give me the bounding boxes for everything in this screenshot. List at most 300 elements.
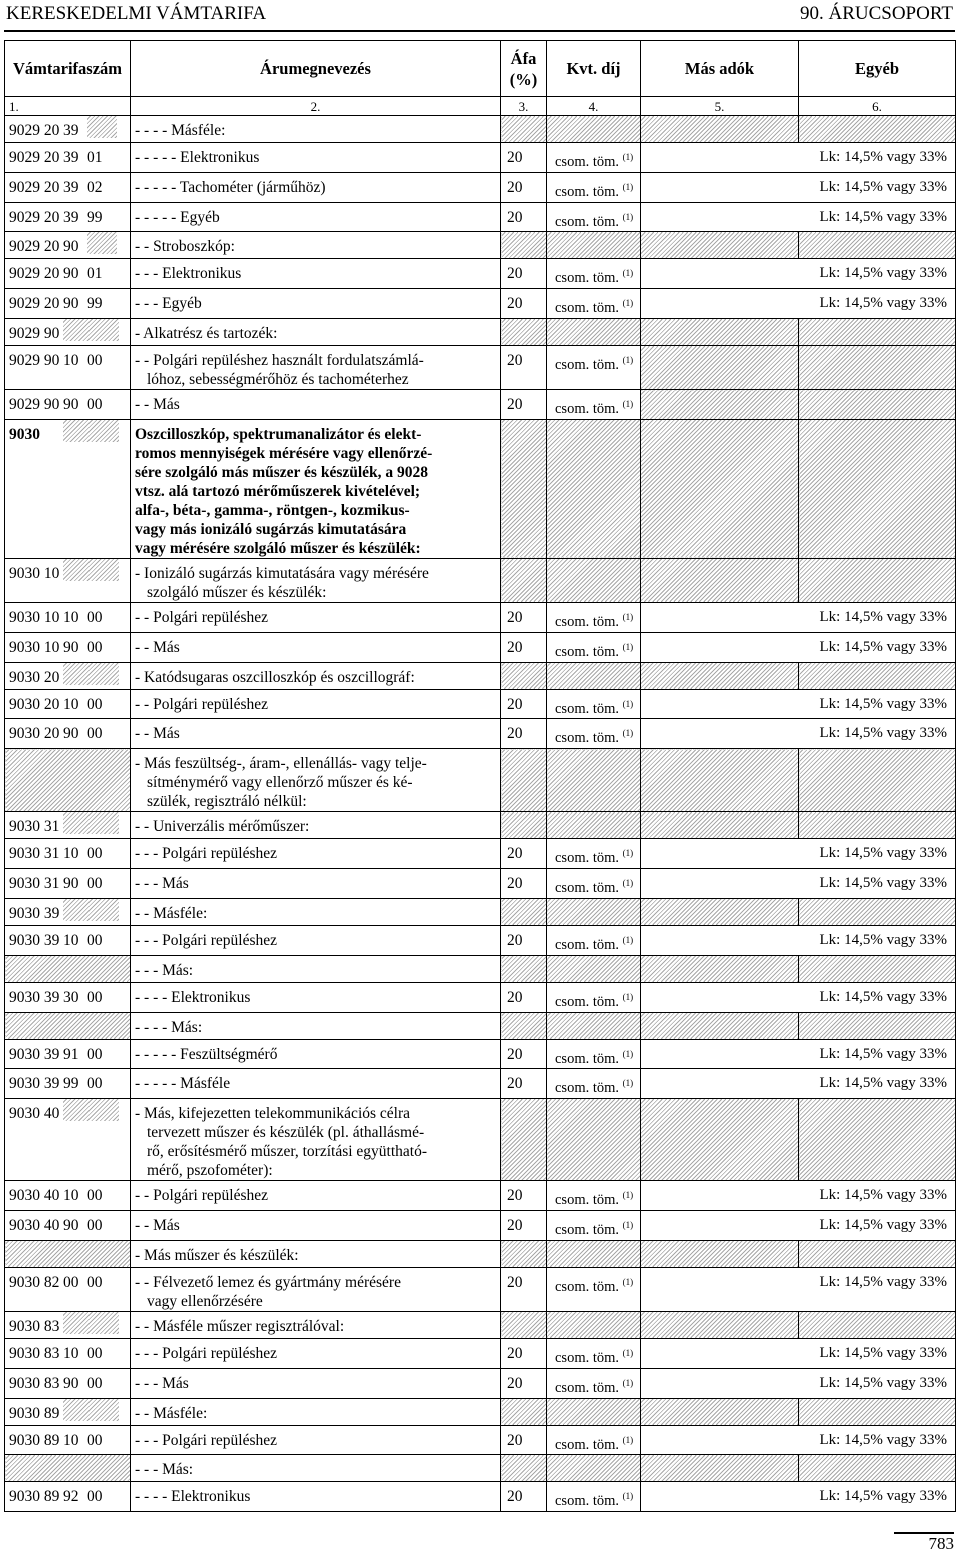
item-description — [131, 602, 501, 632]
code-part: 90 — [63, 238, 79, 256]
chapter-title: 90. ÁRUCSOPORT — [799, 3, 953, 24]
other-taxes — [641, 558, 799, 602]
footnote-mark: (1) — [622, 1276, 634, 1287]
code-part: 9030 39 — [9, 1045, 60, 1063]
code-part: 9030 39 — [9, 904, 60, 922]
code-part — [89, 1099, 119, 1121]
item-description — [131, 259, 501, 289]
tariff-code — [5, 689, 131, 719]
description-line: - - - - - Feszültségmérő — [135, 1045, 278, 1063]
description-line: - - - - - Tachométer (járműhöz) — [135, 178, 326, 196]
code-part: 9029 20 — [9, 295, 60, 313]
tariff-code — [5, 869, 131, 899]
kvt-text: csom. töm. — [555, 300, 620, 317]
other-charges — [799, 346, 956, 390]
vat-rate — [501, 1311, 547, 1338]
kvt-fee — [547, 1311, 641, 1338]
vat-rate: 20 — [501, 390, 547, 420]
kvt-fee — [547, 289, 641, 319]
code-part: 91 — [63, 1045, 79, 1063]
code-part: 90 — [63, 396, 79, 414]
other-taxes — [641, 259, 799, 289]
footnote-mark: (1) — [622, 1434, 634, 1445]
description-line: rő, erősítésmérő műszer, torzítási együttható- — [147, 1143, 428, 1161]
description-line: - - - - Másféle: — [135, 122, 226, 139]
item-description — [131, 390, 501, 420]
other-charges: Lk: 14,5% vagy 33% — [799, 839, 956, 869]
col-header-desc: Árumegnevezés — [131, 41, 501, 97]
kvt-text: csom. töm. — [555, 1436, 620, 1453]
vat-rate — [501, 955, 547, 982]
table-row — [5, 346, 956, 390]
table-row — [5, 390, 956, 420]
description-line: - - Más — [135, 725, 180, 743]
vat-rate — [501, 558, 547, 602]
code-part — [89, 1312, 119, 1334]
kvt-text: csom. töm. — [555, 643, 620, 660]
kvt-text: csom. töm. — [555, 993, 620, 1010]
code-part: 39 — [63, 178, 79, 196]
tariff-code — [5, 1425, 131, 1455]
footnote-mark: (1) — [622, 355, 634, 366]
vat-rate: 20 — [501, 925, 547, 955]
other-charges: Lk: 14,5% vagy 33% — [799, 1368, 956, 1398]
description-line: - - Más — [135, 1217, 180, 1235]
other-charges — [799, 749, 956, 812]
kvt-fee — [547, 1039, 641, 1069]
vat-rate — [501, 662, 547, 689]
kvt-fee — [547, 390, 641, 420]
code-part — [87, 232, 117, 254]
code-part: 00 — [87, 1431, 103, 1449]
description-line: - - - Elektronikus — [135, 265, 242, 283]
tariff-code — [5, 1368, 131, 1398]
vat-rate: 20 — [501, 143, 547, 173]
item-description — [131, 689, 501, 719]
vat-rate — [501, 749, 547, 812]
kvt-fee — [547, 632, 641, 662]
code-part — [63, 899, 89, 921]
description-line: szolgáló műszer és készülék: — [147, 583, 327, 601]
code-part — [89, 812, 119, 834]
description-line: - - - - - Egyéb — [135, 208, 220, 226]
other-taxes — [641, 419, 799, 558]
other-charges: Lk: 14,5% vagy 33% — [799, 602, 956, 632]
tariff-code — [5, 749, 131, 812]
tariff-code — [5, 1240, 131, 1267]
code-part: 9030 89 — [9, 1431, 60, 1449]
other-charges: Lk: 14,5% vagy 33% — [799, 1181, 956, 1211]
vat-rate: 20 — [501, 346, 547, 390]
description-line: - - Univerzális mérőműszer: — [135, 818, 310, 836]
code-part: 90 — [63, 875, 79, 893]
other-taxes — [641, 1069, 799, 1099]
code-part: 9030 40 — [9, 1187, 60, 1205]
code-part — [89, 319, 119, 341]
item-description — [131, 319, 501, 346]
description-line: vagy mérésére szolgáló műszer és készülék: — [135, 539, 421, 557]
item-description — [131, 749, 501, 812]
other-taxes — [641, 602, 799, 632]
tariff-code — [5, 925, 131, 955]
other-taxes — [641, 346, 799, 390]
description-line: - - - - Elektronikus — [135, 1488, 251, 1506]
kvt-fee — [547, 719, 641, 749]
code-part: 00 — [87, 1488, 103, 1506]
footnote-mark: (1) — [622, 268, 634, 279]
other-charges: Lk: 14,5% vagy 33% — [799, 172, 956, 202]
tariff-code — [5, 232, 131, 259]
kvt-text: csom. töm. — [555, 1080, 620, 1097]
other-charges — [799, 955, 956, 982]
vat-rate — [501, 898, 547, 925]
vat-rate: 20 — [501, 202, 547, 232]
footnote-mark: (1) — [622, 878, 634, 889]
footnote-mark: (1) — [622, 848, 634, 859]
item-description — [131, 1181, 501, 1211]
kvt-fee — [547, 1211, 641, 1241]
code-part: 00 — [87, 931, 103, 949]
code-part — [63, 319, 89, 341]
tariff-code — [5, 1398, 131, 1425]
vat-rate: 20 — [501, 689, 547, 719]
description-line: - - Stroboszkóp: — [135, 238, 235, 256]
kvt-text: csom. töm. — [555, 879, 620, 896]
table-row — [5, 419, 956, 558]
tariff-code — [5, 1181, 131, 1211]
col-number: 6. — [799, 97, 956, 116]
code-part: 9029 90 — [9, 325, 60, 343]
kvt-text: csom. töm. — [555, 850, 620, 867]
other-charges: Lk: 14,5% vagy 33% — [799, 1267, 956, 1311]
table-row — [5, 1425, 956, 1455]
vat-rate: 20 — [501, 602, 547, 632]
kvt-fee — [547, 1240, 641, 1267]
item-description — [131, 1311, 501, 1338]
other-charges — [799, 1099, 956, 1181]
code-part: 30 — [63, 988, 79, 1006]
item-description — [131, 898, 501, 925]
other-taxes — [641, 1240, 799, 1267]
footnote-mark: (1) — [622, 181, 634, 192]
item-description — [131, 1069, 501, 1099]
other-taxes — [641, 1099, 799, 1181]
description-line: - - - Polgári repüléshez — [135, 1431, 278, 1449]
footnote-mark: (1) — [622, 1048, 634, 1059]
other-taxes — [641, 319, 799, 346]
kvt-fee — [547, 1482, 641, 1512]
item-description — [131, 1398, 501, 1425]
description-line: - - - Más — [135, 1374, 189, 1392]
kvt-fee — [547, 419, 641, 558]
vat-rate: 20 — [501, 289, 547, 319]
vat-rate: 20 — [501, 1425, 547, 1455]
other-taxes — [641, 812, 799, 839]
description-line: - - Másféle műszer regisztrálóval: — [135, 1317, 345, 1335]
vat-rate: 20 — [501, 1368, 547, 1398]
code-part: 9030 40 — [9, 1105, 60, 1123]
description-line: szülék, regisztráló nélkül: — [147, 793, 307, 811]
other-taxes — [641, 898, 799, 925]
page-number: 783 — [894, 1532, 954, 1554]
tariff-code — [5, 1482, 131, 1512]
code-part: 9030 89 — [9, 1404, 60, 1422]
code-part: 9029 20 — [9, 208, 60, 226]
col-header-other: Egyéb — [799, 41, 956, 97]
kvt-text: csom. töm. — [555, 1349, 620, 1366]
table-row — [5, 689, 956, 719]
tariff-code — [5, 319, 131, 346]
tariff-code — [5, 1069, 131, 1099]
vat-rate: 20 — [501, 259, 547, 289]
code-part: 00 — [87, 725, 103, 743]
tariff-code — [5, 172, 131, 202]
tariff-code — [5, 602, 131, 632]
other-charges — [799, 898, 956, 925]
footnote-mark: (1) — [622, 611, 634, 622]
table-row — [5, 1368, 956, 1398]
code-part: 9029 20 — [9, 238, 60, 256]
description-line: vtsz. alá tartozó mérőműszerek kivételével; — [135, 482, 421, 500]
code-part: 99 — [63, 1075, 79, 1093]
description-line: - - Félvezető lemez és gyártmány mérésére — [135, 1273, 401, 1291]
description-line: - - - Polgári repüléshez — [135, 931, 278, 949]
code-part: 9029 20 — [9, 149, 60, 166]
kvt-text: csom. töm. — [555, 400, 620, 417]
other-charges: Lk: 14,5% vagy 33% — [799, 289, 956, 319]
other-taxes — [641, 232, 799, 259]
description-line: - - Polgári repüléshez — [135, 608, 268, 626]
other-charges — [799, 812, 956, 839]
description-line: - - Polgári repüléshez — [135, 695, 268, 713]
code-part: 9030 40 — [9, 1217, 60, 1235]
col-number: 4. — [547, 97, 641, 116]
vat-rate: 20 — [501, 982, 547, 1012]
other-charges: Lk: 14,5% vagy 33% — [799, 869, 956, 899]
code-part: 9030 39 — [9, 931, 60, 949]
description-line: - Más feszültség-, áram-, ellenállás- vagy telje- — [135, 755, 427, 773]
tariff-table — [4, 40, 956, 1512]
code-part: 00 — [87, 608, 103, 626]
table-row — [5, 232, 956, 259]
other-charges: Lk: 14,5% vagy 33% — [799, 143, 956, 173]
footnote-mark: (1) — [622, 641, 634, 652]
vat-rate: 20 — [501, 1267, 547, 1311]
code-part: 00 — [87, 875, 103, 893]
table-row — [5, 259, 956, 289]
code-part — [63, 663, 89, 685]
code-part: 90 — [63, 1217, 79, 1235]
footnote-mark: (1) — [622, 1078, 634, 1089]
code-part: 01 — [87, 149, 103, 166]
table-row — [5, 982, 956, 1012]
table-row — [5, 1338, 956, 1368]
item-description — [131, 232, 501, 259]
other-charges: Lk: 14,5% vagy 33% — [799, 1069, 956, 1099]
col-header-vat: Áfa (%) — [501, 41, 547, 97]
table-row — [5, 143, 956, 173]
other-charges: Lk: 14,5% vagy 33% — [799, 259, 956, 289]
other-charges — [799, 1398, 956, 1425]
other-taxes — [641, 632, 799, 662]
kvt-fee — [547, 602, 641, 632]
item-description — [131, 1455, 501, 1482]
other-charges — [799, 390, 956, 420]
vat-rate — [501, 1398, 547, 1425]
footnote-mark: (1) — [622, 211, 634, 222]
item-description — [131, 632, 501, 662]
item-description — [131, 419, 501, 558]
footnote-mark: (1) — [622, 152, 634, 162]
tariff-code — [5, 346, 131, 390]
code-part: 90 — [63, 725, 79, 743]
kvt-fee — [547, 689, 641, 719]
col-header-code: Vámtarifaszám — [5, 41, 131, 97]
code-part: 99 — [87, 295, 103, 313]
description-line: romos mennyiségek mérésére vagy ellenőrzé- — [135, 444, 433, 462]
description-line: lóhoz, sebességmérőhöz és tachométerhez — [147, 371, 409, 389]
code-part: 39 — [63, 208, 79, 226]
other-charges: Lk: 14,5% vagy 33% — [799, 1482, 956, 1512]
table-row — [5, 1181, 956, 1211]
footnote-mark: (1) — [622, 1190, 634, 1201]
kvt-fee — [547, 869, 641, 899]
vat-rate: 20 — [501, 839, 547, 869]
other-taxes — [641, 116, 799, 143]
other-charges: Lk: 14,5% vagy 33% — [799, 632, 956, 662]
code-part: 90 — [63, 1374, 79, 1392]
vat-rate — [501, 1012, 547, 1039]
description-line: - - Polgári repüléshez használt fordulatszámlá- — [135, 352, 424, 370]
tariff-code — [5, 143, 131, 173]
kvt-text: csom. töm. — [555, 700, 620, 717]
vat-rate — [501, 812, 547, 839]
table-row — [5, 116, 956, 143]
kvt-fee — [547, 1099, 641, 1181]
other-taxes — [641, 390, 799, 420]
other-taxes — [641, 1338, 799, 1368]
table-row — [5, 1240, 956, 1267]
footnote-mark: (1) — [622, 934, 634, 945]
vat-rate: 20 — [501, 719, 547, 749]
description-line: Oszcilloszkóp, spektrumanalizátor és elekt- — [135, 425, 422, 443]
code-part — [63, 559, 89, 581]
vat-rate: 20 — [501, 632, 547, 662]
kvt-fee — [547, 925, 641, 955]
other-taxes — [641, 719, 799, 749]
code-part: 00 — [87, 988, 103, 1006]
code-part: 99 — [87, 208, 103, 226]
code-part — [89, 420, 119, 442]
other-taxes — [641, 1425, 799, 1455]
tariff-code — [5, 662, 131, 689]
item-description — [131, 1211, 501, 1241]
table-row — [5, 839, 956, 869]
tariff-code — [5, 632, 131, 662]
table-header-row — [5, 41, 956, 97]
code-part: 00 — [87, 1217, 103, 1235]
code-part: 9029 90 — [9, 352, 60, 370]
code-part: 10 — [63, 1431, 79, 1449]
table-row — [5, 602, 956, 632]
description-line: - - - Polgári repüléshez — [135, 1344, 278, 1362]
code-part: 9029 20 — [9, 122, 60, 139]
item-description — [131, 1039, 501, 1069]
other-charges: Lk: 14,5% vagy 33% — [799, 202, 956, 232]
description-line: mérő, pszofométer): — [147, 1162, 273, 1180]
kvt-text: csom. töm. — [555, 936, 620, 953]
tariff-code — [5, 1311, 131, 1338]
description-line: - - - Más — [135, 875, 189, 893]
kvt-text: csom. töm. — [555, 1379, 620, 1396]
table-row — [5, 172, 956, 202]
other-charges: Lk: 14,5% vagy 33% — [799, 1211, 956, 1241]
description-line: - Alkatrész és tartozék: — [135, 325, 278, 343]
table-row — [5, 558, 956, 602]
code-part: 9030 39 — [9, 988, 60, 1006]
kvt-fee — [547, 812, 641, 839]
tariff-code — [5, 955, 131, 982]
item-description — [131, 1425, 501, 1455]
other-charges: Lk: 14,5% vagy 33% — [799, 982, 956, 1012]
kvt-fee — [547, 202, 641, 232]
kvt-fee — [547, 898, 641, 925]
code-part: 9029 90 — [9, 396, 60, 414]
description-line: - - - - - Másféle — [135, 1075, 231, 1093]
code-part: 10 — [63, 931, 79, 949]
kvt-text: csom. töm. — [555, 1221, 620, 1238]
code-part: 90 — [63, 295, 79, 313]
other-charges — [799, 116, 956, 143]
kvt-fee — [547, 232, 641, 259]
table-row — [5, 925, 956, 955]
description-line: - - - - Más: — [135, 1018, 203, 1036]
description-line: - - - Polgári repüléshez — [135, 845, 278, 863]
column-number-row — [5, 97, 956, 116]
other-charges: Lk: 14,5% vagy 33% — [799, 1338, 956, 1368]
code-part: 00 — [87, 1045, 103, 1063]
code-part: 9030 10 — [9, 564, 60, 582]
item-description — [131, 1338, 501, 1368]
footnote-mark: (1) — [622, 1347, 634, 1358]
code-part: 10 — [63, 695, 79, 713]
other-taxes — [641, 749, 799, 812]
description-line: alfa-, béta-, gamma-, röntgen-, kozmikus- — [135, 501, 410, 519]
code-part: 9030 83 — [9, 1344, 60, 1362]
other-taxes — [641, 689, 799, 719]
tariff-code — [5, 1267, 131, 1311]
code-part: 9030 89 — [9, 1488, 60, 1506]
code-part: 00 — [87, 352, 103, 370]
description-line: vagy más ionizáló sugárzás kimutatására — [135, 520, 407, 538]
item-description — [131, 172, 501, 202]
kvt-text: csom. töm. — [555, 213, 620, 230]
table-row — [5, 1482, 956, 1512]
kvt-text: csom. töm. — [555, 270, 620, 287]
vat-rate — [501, 419, 547, 558]
code-part — [63, 1312, 89, 1334]
code-part: 90 — [63, 265, 79, 283]
kvt-fee — [547, 1267, 641, 1311]
kvt-text: csom. töm. — [555, 1278, 620, 1295]
col-number: 1. — [5, 97, 131, 116]
other-taxes — [641, 925, 799, 955]
description-line: - - - - - Elektronikus — [135, 149, 260, 166]
tariff-code — [5, 116, 131, 143]
other-charges — [799, 1311, 956, 1338]
kvt-fee — [547, 319, 641, 346]
code-part: 00 — [87, 1344, 103, 1362]
